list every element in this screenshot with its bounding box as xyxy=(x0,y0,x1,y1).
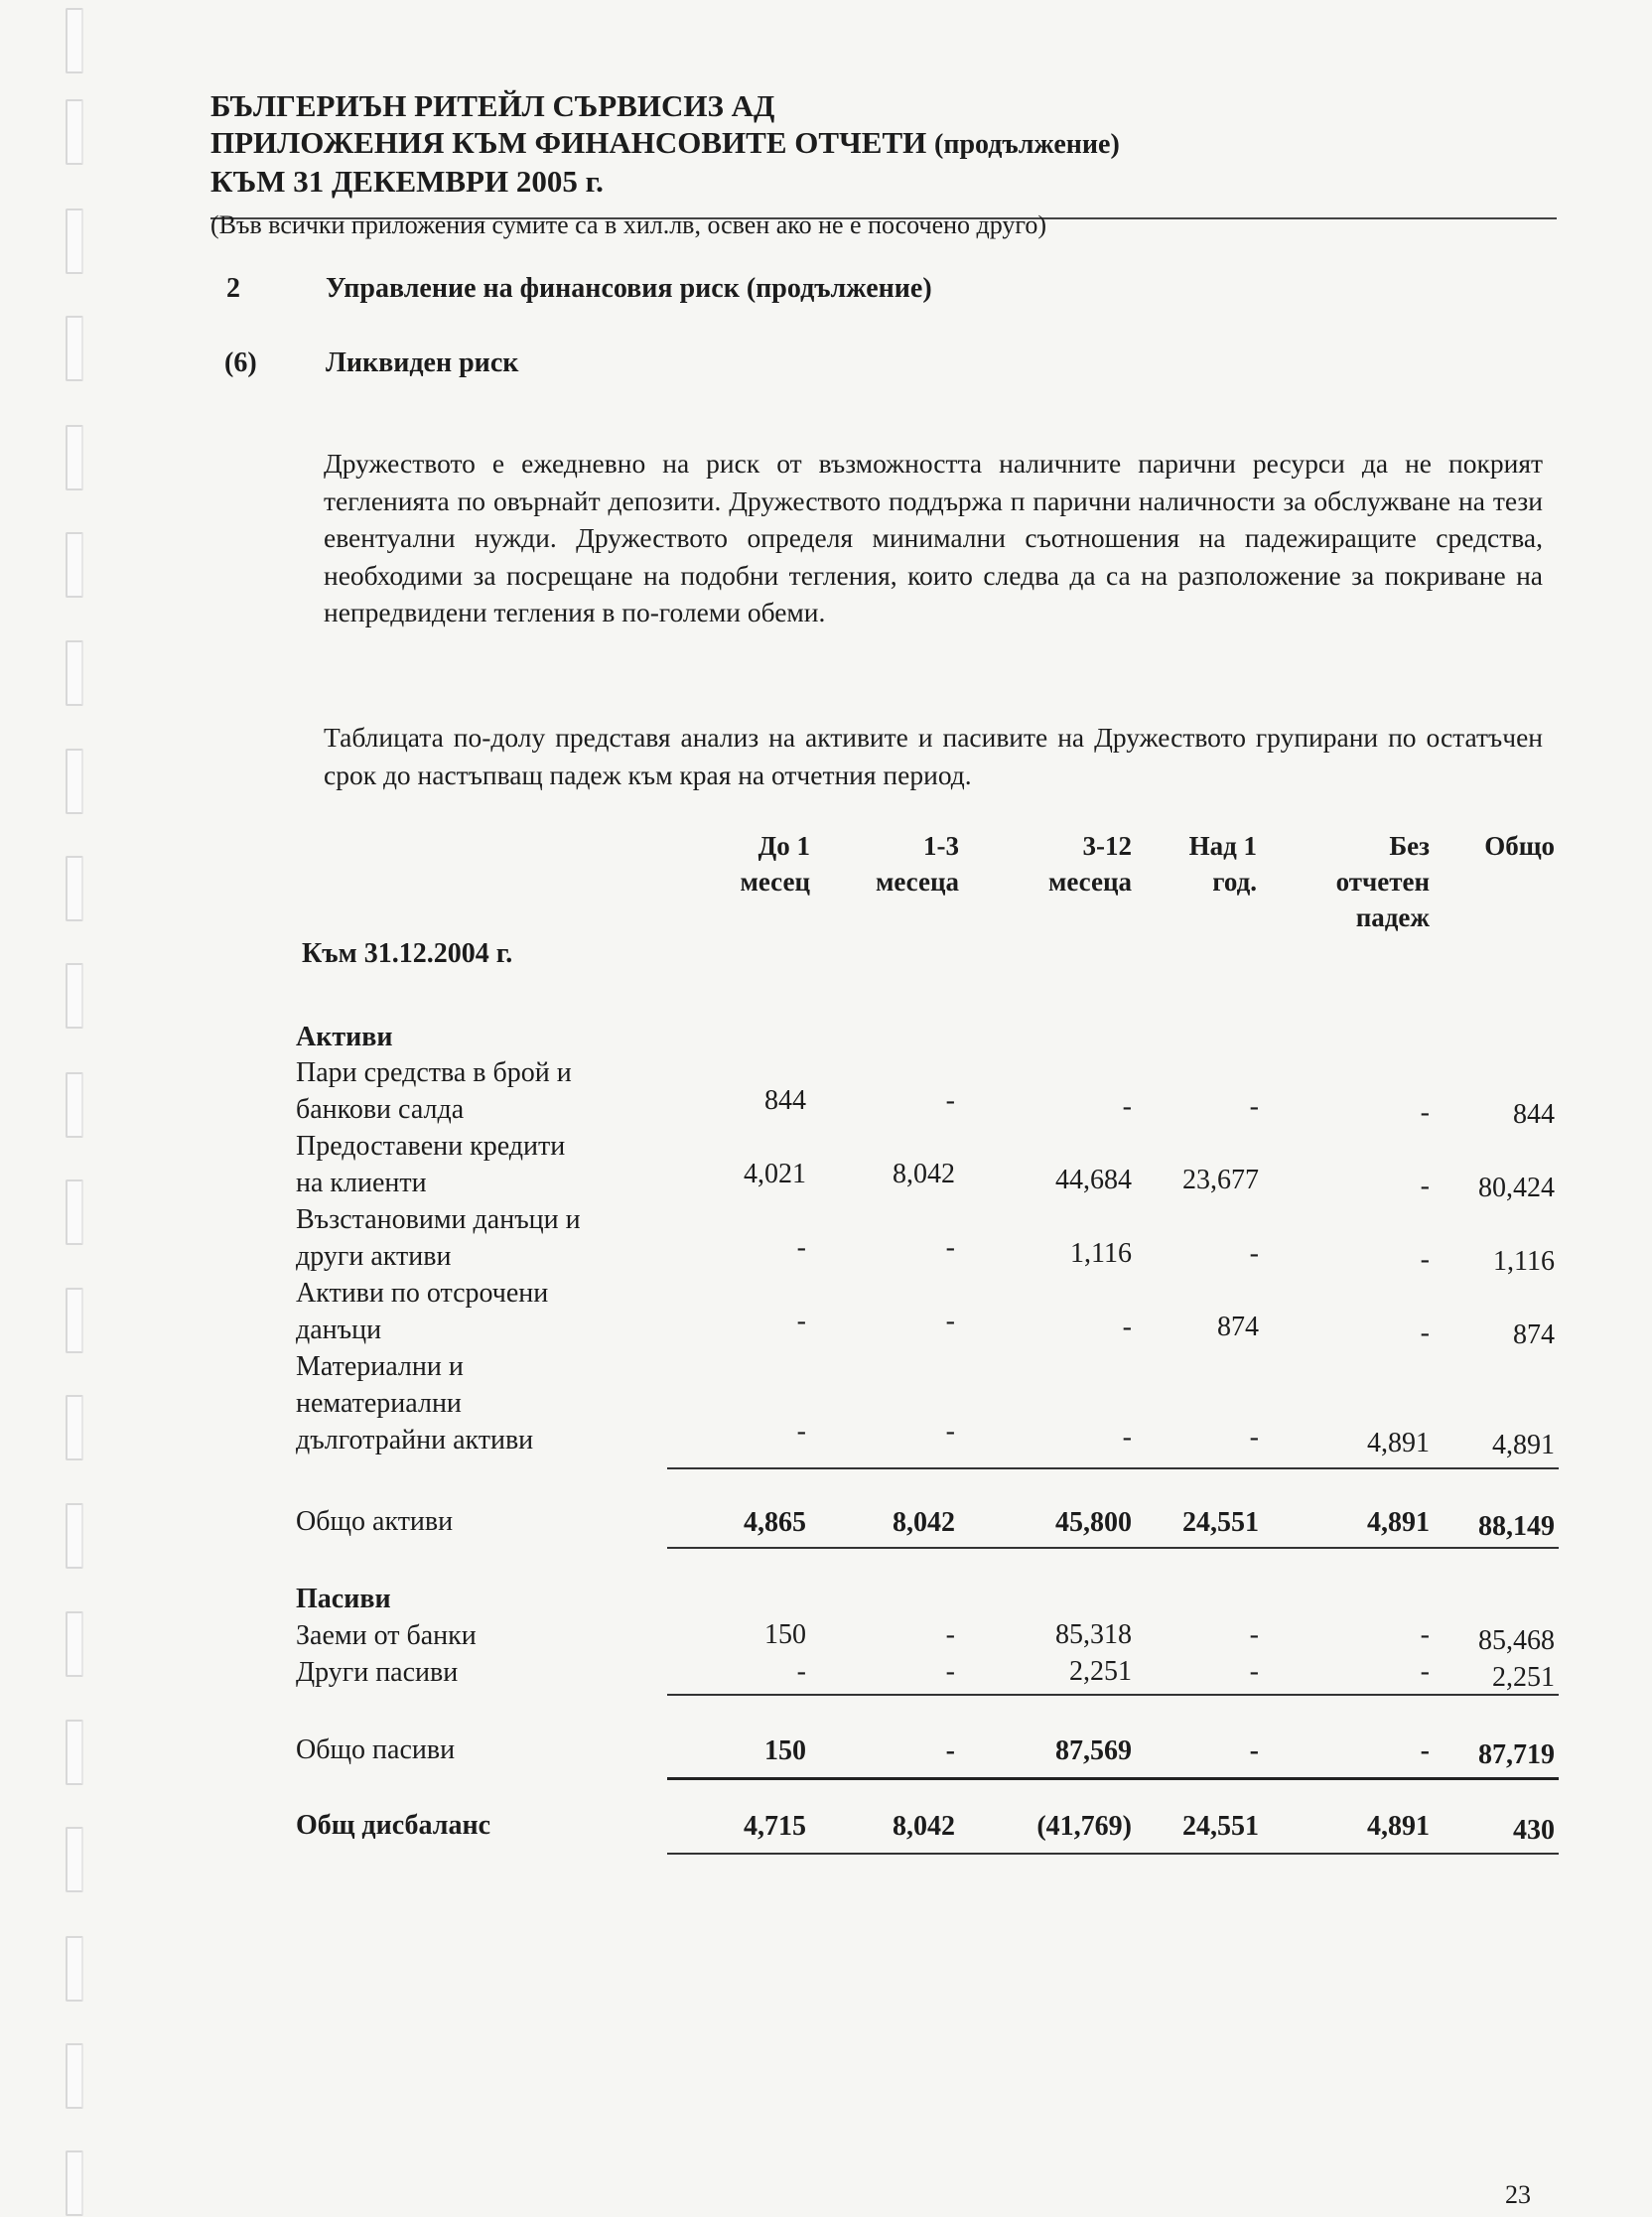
asset-label-line: Възстановими данъци и xyxy=(296,1204,581,1235)
asset-value: - xyxy=(1249,1422,1259,1453)
asset-value: 1,116 xyxy=(1493,1246,1555,1277)
total-assets-value: 88,149 xyxy=(1478,1511,1555,1542)
asset-label-line: Материални и xyxy=(296,1351,464,1382)
imbalance-value: (41,769) xyxy=(1036,1811,1132,1842)
report-title-main: ПРИЛОЖЕНИЯ КЪМ ФИНАНСОВИТЕ ОТЧЕТИ xyxy=(210,125,927,160)
asset-value: - xyxy=(1420,1171,1430,1201)
column-header-6 xyxy=(1356,828,1555,864)
liability-value: 2,251 xyxy=(1069,1656,1132,1687)
column-header-line: Над 1 xyxy=(1188,831,1257,861)
section-number: 2 xyxy=(226,273,240,304)
column-header-line: До 1 xyxy=(757,831,810,861)
total-liabilities-value: - xyxy=(1249,1735,1259,1766)
imbalance-value: 24,551 xyxy=(1182,1811,1259,1842)
asset-value: - xyxy=(1420,1317,1430,1348)
asset-value: 80,424 xyxy=(1478,1173,1555,1203)
asset-value: 874 xyxy=(1217,1312,1259,1342)
asset-value: 4,891 xyxy=(1367,1428,1430,1458)
asset-value: 8,042 xyxy=(893,1159,955,1189)
page-number: 23 xyxy=(1505,2180,1531,2209)
column-header-line: Без xyxy=(1389,831,1430,861)
asset-label-line: на клиенти xyxy=(296,1168,427,1198)
report-title xyxy=(210,124,1557,163)
column-header-line: месеца xyxy=(875,867,959,897)
imbalance-rule xyxy=(667,1853,1559,1855)
asset-label xyxy=(296,1348,533,1458)
imbalance-label: Общ дисбаланс xyxy=(296,1810,490,1841)
asset-label-line: Пари средства в брой и xyxy=(296,1057,572,1088)
total-assets-value: 4,865 xyxy=(744,1507,806,1538)
asset-value: 44,684 xyxy=(1055,1165,1132,1195)
asset-value: - xyxy=(1122,1422,1132,1453)
column-header-line: 1-3 xyxy=(923,831,959,861)
column-header-line: Общо xyxy=(1484,831,1555,861)
liabilities-heading: Пасиви xyxy=(296,1584,391,1614)
asset-value: - xyxy=(796,1416,806,1447)
column-header-line: отчетен xyxy=(1335,867,1430,897)
imbalance-value: 8,042 xyxy=(893,1811,955,1842)
asset-label-line: Предоставени кредити xyxy=(296,1131,566,1162)
column-header-line: 3-12 xyxy=(1082,831,1132,861)
total-liabilities-value: 87,569 xyxy=(1055,1735,1132,1766)
liability-value: - xyxy=(796,1656,806,1687)
subsection-number: (6) xyxy=(224,347,257,378)
asset-value: - xyxy=(1249,1091,1259,1122)
asset-value: 23,677 xyxy=(1182,1165,1259,1195)
currency-note: (Във всички приложения сумите са в хил.лв, освен ако не е посочено друго) xyxy=(210,210,1047,239)
imbalance-value: 4,891 xyxy=(1367,1811,1430,1842)
total-assets-label: Общо активи xyxy=(296,1506,454,1537)
liability-value: - xyxy=(1249,1656,1259,1687)
asset-value: - xyxy=(1420,1244,1430,1275)
asset-label-line: данъци xyxy=(296,1315,382,1345)
liability-value: 85,318 xyxy=(1055,1619,1132,1650)
column-header-line: месец xyxy=(740,867,810,897)
asset-value: 4,891 xyxy=(1492,1430,1555,1460)
asset-label-line: нематериални xyxy=(296,1388,462,1419)
total-assets-value: 4,891 xyxy=(1367,1507,1430,1538)
liability-value: - xyxy=(1249,1619,1259,1650)
asset-value: - xyxy=(796,1232,806,1263)
asset-value: - xyxy=(945,1306,955,1336)
liability-value: 150 xyxy=(764,1619,806,1650)
asset-value: 4,021 xyxy=(744,1159,806,1189)
report-title-suffix: (продължение) xyxy=(934,129,1120,160)
column-header-line: месеца xyxy=(1047,867,1132,897)
asset-label-line: други активи xyxy=(296,1241,452,1272)
column-header-2 xyxy=(760,828,959,900)
assets-heading: Активи xyxy=(296,1022,393,1052)
total-liabilities-rule xyxy=(667,1777,1559,1780)
liability-label: Други пасиви xyxy=(296,1657,459,1688)
paragraph-table-intro: Таблицата по-долу представя анализ на активите и пасивите на Дружеството групирани по остатъчен срок до настъпващ падеж към края на отчетния период. xyxy=(324,722,1543,790)
table-date-label: Към 31.12.2004 г. xyxy=(302,938,513,969)
asset-value: - xyxy=(945,1416,955,1447)
asset-value: - xyxy=(1249,1238,1259,1269)
report-date: КЪМ 31 ДЕКЕМВРИ 2005 г. xyxy=(210,164,604,199)
total-assets-value: 45,800 xyxy=(1055,1507,1132,1538)
total-assets-rule xyxy=(667,1547,1559,1549)
liabilities-subtotal-rule xyxy=(667,1694,1559,1696)
liability-value: 2,251 xyxy=(1492,1662,1555,1693)
liability-value: - xyxy=(945,1619,955,1650)
document-header xyxy=(210,87,1557,200)
column-header-line: год. xyxy=(1212,867,1257,897)
imbalance-value: 4,715 xyxy=(744,1811,806,1842)
asset-value: - xyxy=(945,1085,955,1116)
total-liabilities-value: 150 xyxy=(764,1735,806,1766)
asset-label xyxy=(296,1054,572,1128)
total-assets-value: 24,551 xyxy=(1182,1507,1259,1538)
total-liabilities-value: - xyxy=(1420,1735,1430,1766)
asset-label xyxy=(296,1275,548,1348)
asset-value: 874 xyxy=(1513,1319,1555,1350)
imbalance-value: 430 xyxy=(1513,1815,1555,1846)
asset-label-line: банкови салда xyxy=(296,1094,465,1125)
liability-label: Заеми от банки xyxy=(296,1620,477,1651)
liability-value: 85,468 xyxy=(1478,1625,1555,1656)
asset-label-line: дълготрайни активи xyxy=(296,1425,534,1455)
asset-value: - xyxy=(1420,1097,1430,1128)
total-liabilities-value: - xyxy=(945,1735,955,1766)
asset-label xyxy=(296,1128,565,1201)
column-header-line: падеж xyxy=(1355,902,1430,932)
asset-label xyxy=(296,1201,581,1275)
company-name: БЪЛГЕРИЪН РИТЕЙЛ СЪРВИСИЗ АД xyxy=(210,88,775,123)
asset-value: 1,116 xyxy=(1070,1238,1132,1269)
asset-value: - xyxy=(1122,1312,1132,1342)
liability-value: - xyxy=(945,1656,955,1687)
asset-value: 844 xyxy=(764,1085,806,1116)
total-liabilities-value: 87,719 xyxy=(1478,1739,1555,1770)
subsection-title: Ликвиден риск xyxy=(326,347,519,378)
asset-value: 844 xyxy=(1513,1099,1555,1130)
column-header-4 xyxy=(1058,828,1257,900)
liability-value: - xyxy=(1420,1656,1430,1687)
total-liabilities-label: Общо пасиви xyxy=(296,1734,456,1765)
asset-label-line: Активи по отсрочени xyxy=(296,1278,549,1309)
liability-value: - xyxy=(1420,1619,1430,1650)
assets-subtotal-rule xyxy=(667,1467,1559,1469)
section-title: Управление на финансовия риск (продължение) xyxy=(326,273,932,304)
asset-value: - xyxy=(945,1232,955,1263)
total-assets-value: 8,042 xyxy=(893,1507,955,1538)
asset-value: - xyxy=(796,1306,806,1336)
binding-holes xyxy=(60,0,89,2217)
asset-value: - xyxy=(1122,1091,1132,1122)
paragraph-liquidity-risk: Дружеството е ежедневно на риск от възможността наличните парични ресурси да не покрият тегленията по овърнайт депозити. Дружеството поддържа п парични наличности за обслужване на тези евентуални нужди. Дружеството определя минимални съотношения на падежиращите средства, необходими за посрещане на подобни тегления, които следва да са на разположение за покриване на непредвидени тегления в по-големи обеми. xyxy=(324,448,1543,627)
